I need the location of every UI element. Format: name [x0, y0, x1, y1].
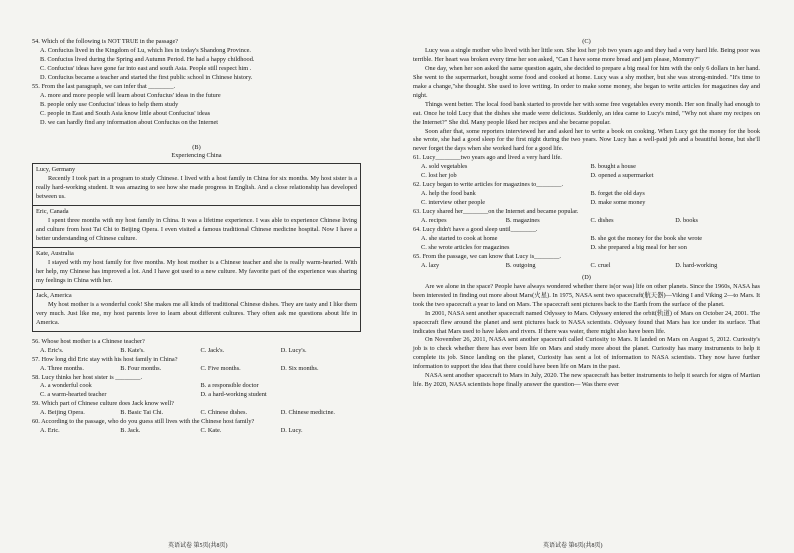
option: B. Kate's.	[120, 346, 145, 354]
option: C. Five months.	[200, 364, 241, 372]
option: C. Kate.	[200, 427, 222, 435]
passage-c-paragraph: One day, when her son asked the same question again, she decided to prepare a big meal for him with the only 6 dollars in her hand. She went to the supermarket, bought some food and cooked at home. Lucy was a shy mother, but she was strong-minded. "It's time to make a change,"she thought. She used to love writing. In order to make some money, she began to write articles for magazines day and night.	[413, 64, 760, 99]
question-options	[32, 347, 361, 356]
q55-option: A. more and more people will learn about Confucius' ideas in the future	[40, 91, 221, 99]
section-c-label: (C)	[582, 38, 591, 45]
question-options	[32, 427, 361, 436]
option: B. bought a house	[590, 163, 636, 171]
option: D. opened a supermarket	[590, 172, 654, 180]
option: D. hard-working	[675, 261, 718, 269]
option: B. Four months.	[120, 364, 162, 372]
option: D. Six months.	[280, 364, 319, 372]
testimonial-name: Lucy, Germany	[36, 166, 76, 174]
q54-stem: 54. Which of the following is NOT TRUE in the passage?	[32, 38, 179, 45]
question-options	[413, 199, 760, 208]
option: C. lost her job	[421, 172, 457, 180]
question-stem: 57. How long did Eric stay with his host family in China?	[32, 355, 178, 363]
page-footer: 英语试卷 第5页(共8页)	[168, 543, 228, 549]
option: A. recipes	[421, 217, 447, 225]
option: B. she got the money for the book she wrote	[590, 234, 703, 242]
option: C. dishes	[590, 217, 614, 225]
question-stem: 58. Lucy thinks her host sister is ________.	[32, 373, 143, 381]
option: A. a wonderful cook	[40, 382, 92, 390]
q54-option: D. Confucius became a teacher and started the first public school in Chinese history.	[40, 73, 253, 81]
passage-d-paragraph: NASA sent another spacecraft to Mars in July, 2020. The new spacecraft has better instruments to help it search for signs of Martian life. By 2020, NASA scientists hope finally answer the question— Was there ever	[413, 372, 760, 389]
option: B. Jack.	[120, 427, 141, 435]
option: C. a warm-hearted teacher	[40, 391, 107, 399]
passage-c-paragraph: Lucy was a single mother who lived with her little son. She lost her job two years ago and they had a very hard life. Being poor was terrible. Her heart was broken every time her son asked, "Can I have some more bread and jam please, Mommy?"	[413, 46, 760, 63]
option: D. make some money	[590, 199, 646, 207]
q55-option: B. people only use Confucius' ideas to help them study	[40, 100, 179, 108]
option: B. a responsible doctor	[200, 382, 259, 390]
question-options	[413, 163, 760, 172]
option: C. Chinese dishes.	[200, 409, 248, 417]
q54-option: C. Confucius' ideas have gone far into east and south Asia. People still respect him .	[40, 64, 252, 72]
option: B. magazines	[505, 217, 540, 225]
question-stem: 64. Lucy didn't have a good sleep until________.	[413, 226, 538, 234]
question-options	[413, 217, 760, 226]
question-stem: 56. Whose host mother is a Chinese teacher?	[32, 337, 145, 345]
testimonial-table	[32, 163, 361, 331]
question-options	[413, 172, 760, 181]
testimonial-text: I spent three months with my host family in China. It was a lifetime experience. I was able to experience Chinese living and culture from host Tai Chi to Beijing Opera. I even visited a famous traditional Chinese medicine hospital. Now I have a better understanding of Chinese culture.	[36, 217, 357, 243]
testimonial-lucy	[32, 163, 361, 206]
option: A. she started to cook at home	[421, 234, 498, 242]
question-stem: 59. Which part of Chinese culture does Jack know well?	[32, 400, 174, 408]
section-b-label: (B)	[192, 143, 201, 151]
question-options	[413, 235, 760, 244]
option: B. outgoing	[505, 261, 536, 269]
option: B. forget the old days	[590, 190, 645, 198]
option: D. a hard-working student	[200, 391, 267, 399]
q55-option: C. people in East and South Asia know little about Confucius' ideas	[40, 109, 211, 117]
option: D. she prepared a big meal for her son	[590, 243, 687, 251]
questions-61-65	[413, 154, 760, 270]
testimonial-name: Eric, Canada	[36, 208, 69, 216]
passage-d-paragraph: Are we alone in the space? People have always wondered whether there is(or was) life on other planets. Since the 1960s, NASA has been interested in finding out more about Mars(火星). In 1975, NASA sent two spacecraft(航天器)—Viking I and Viking 2—to Mars. It took the two spacecraft a year to land on Mars. The spacecraft sent pictures back to the Earth from the surface of the planet.	[413, 282, 760, 308]
question-stem: 61. Lucy________two years ago and lived a very hard life.	[413, 154, 562, 162]
question-stem: 62. Lucy began to write articles for magazines to________.	[413, 181, 564, 189]
passage-d-paragraph: On November 26, 2011, NASA sent another spacecraft called Curiosity to Mars. It landed on Mars on August 5, 2012. Curiosity's job is to check whether there has ever been life on Mars and study more about the planet. Curiosity has many instruments to help it complete its job. Since landing on the planet, Curiosity has sent a lot of information to NASA scientists. They now have further information to support the idea that there could have been life on Mars in the past.	[413, 336, 760, 371]
questions-56-60	[32, 338, 361, 436]
option: B. Basic Tai Chi.	[120, 409, 164, 417]
page-footer: 英语试卷 第6页(共8页)	[543, 543, 603, 549]
section-b-title: Experiencing China	[171, 152, 222, 160]
option: A. Eric's.	[40, 346, 64, 354]
option: A. lazy	[421, 261, 440, 269]
question-stem: 65. From the passage, we can know that Lucy is________.	[413, 252, 561, 260]
option: A. Eric.	[40, 427, 60, 435]
testimonial-jack	[32, 290, 361, 332]
q55-stem: 55. From the last paragraph, we can infer that ________.	[32, 82, 176, 90]
right-page	[397, 0, 794, 553]
testimonial-kate	[32, 248, 361, 290]
question-stem: 60. According to the passage, who do you guess still lives with the Chinese host family?	[32, 418, 255, 426]
testimonial-name: Kate, Australia	[36, 250, 74, 258]
option: D. Lucy.	[280, 427, 303, 435]
testimonial-eric	[32, 206, 361, 248]
testimonial-text: My host mother is a wonderful cook! She makes me all kinds of traditional Chinese dishes. They are tasty and I like them very much. Just like me, my host parents love to learn about different cultures. They often ask me questions about life in America.	[36, 300, 357, 326]
q54-option: B. Confucius lived during the Spring and Autumn Period. He had a happy childhood.	[40, 55, 255, 63]
option: D. books	[675, 217, 698, 225]
question-options	[413, 262, 760, 271]
option: A. sold vegetables	[421, 163, 468, 171]
question-options	[32, 382, 361, 391]
question-options	[32, 409, 361, 418]
q55-option: D. we can hardly find any information about Confucius on the Internet	[40, 118, 219, 126]
section-d-label: (D)	[582, 273, 591, 281]
question-options	[32, 391, 361, 400]
question-stem: 63. Lucy shared her________on the Internet and became popular.	[413, 208, 579, 216]
question-options	[413, 244, 760, 253]
question-options	[32, 365, 361, 374]
testimonial-text: Recently I took part in a program to study Chinese. I lived with a host family in China for six months. My host sister is a really hard-working student. It was amazing to see how she made progress in English. And a close relationship has developed between us.	[36, 175, 357, 201]
q54-option: A. Confucius lived in the Kingdom of Lu, which lies in today's Shandong Province.	[40, 46, 252, 54]
testimonial-text: I stayed with my host family for five months. My host mother is a Chinese teacher and she is really warm-hearted. With her help, my Chinese has improved a lot. And I have got used to a new culture. My favorite part of the experience was sharing my feelings in China with her.	[36, 259, 357, 284]
option: A. Three months.	[40, 364, 84, 372]
option: C. cruel	[590, 261, 611, 269]
passage-c-paragraph: Soon after that, some reporters interviewed her and asked her to write a book on cooking. When Lucy got the money for the book she wrote, she had a good sleep for the first night during the two years. Now Lucy has a well-paid job and a beautiful home, but she'll never forget the days when she worked hard for a good life.	[413, 127, 760, 153]
option: A. help the food bank	[421, 190, 476, 198]
passage-c-paragraph: Things went better. The local food bank started to provide her with some free vegetables every month. Her son finally had enough to eat. Once he told Lucy that the dishes she made were delicious. Suddenly, an idea came to Lucy's mind, "Why not share my recipes on the Internet?" She did. Many people liked her recipes and she became popular.	[413, 100, 760, 126]
option: C. interview other people	[421, 199, 485, 207]
option: D. Lucy's.	[280, 346, 307, 354]
testimonial-name: Jack, America	[36, 291, 72, 299]
question-options	[413, 190, 760, 199]
option: A. Beijing Opera.	[40, 409, 85, 417]
option: C. she wrote articles for magazines	[421, 243, 510, 251]
passage-d-paragraph: In 2001, NASA sent another spacecraft named Odyssey to Mars. Odyssey entered the orbit(轨道) of Mars on October 24, 2001. The spacecraft flew around the planet and sent pictures back to NASA scientists. Odyssey found that Mars has ice under its surface. That indicates that Mars used to have lakes and rivers. If there was water, there might also have been life.	[413, 309, 760, 335]
option: C. Jack's.	[200, 346, 225, 354]
option: D. Chinese medicine.	[280, 409, 335, 417]
